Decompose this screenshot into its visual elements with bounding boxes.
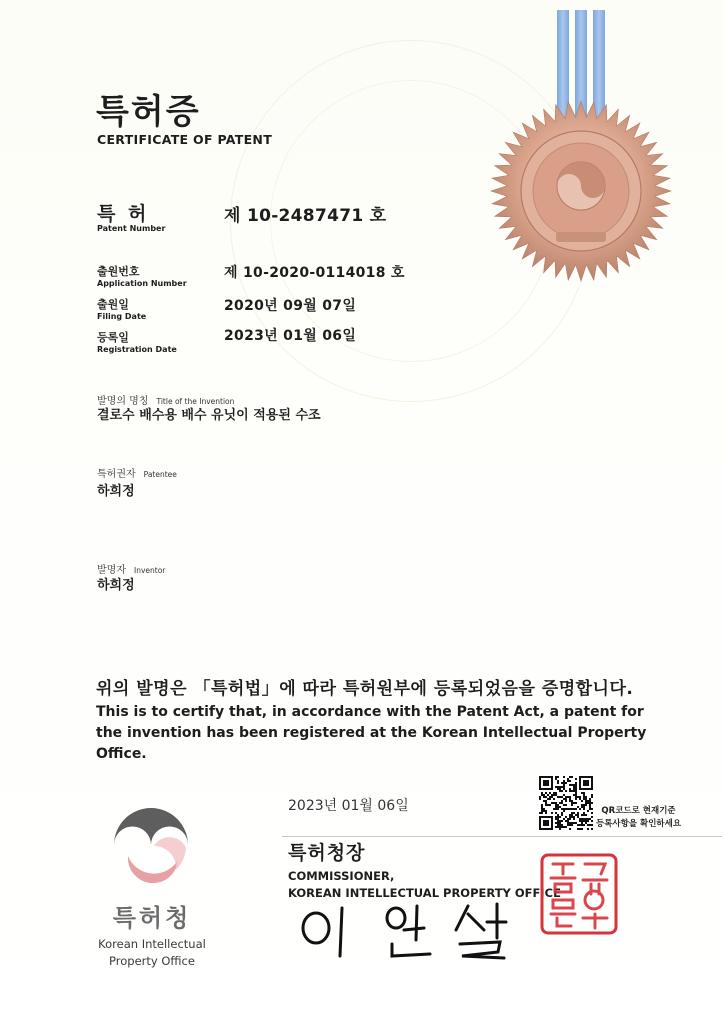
certificate-title: 특허증	[96, 92, 201, 132]
medal-seal-icon	[488, 98, 674, 284]
invention-title-value: 결로수 배수용 배수 유닛이 적용된 수조	[97, 408, 321, 423]
inventor-label-en: Inventor	[133, 566, 166, 575]
commissioner-signature	[292, 900, 522, 962]
commissioner-title-en	[288, 868, 561, 902]
qr-code-icon[interactable]	[539, 776, 593, 830]
kipo-name-ko: 특허청	[112, 904, 192, 932]
patentee-label-row	[97, 462, 177, 481]
commissioner-divider	[282, 836, 722, 837]
filing-date-label-en: Filing Date	[97, 312, 147, 321]
inventor-value: 하희정	[97, 578, 135, 593]
commissioner-title-en-line1: COMMISSIONER,	[288, 869, 395, 883]
issue-date: 2023년 01월 06일	[288, 798, 409, 814]
registration-date-label-en: Registration Date	[97, 345, 177, 354]
application-number-value: 제 10-2020-0114018 호	[224, 265, 405, 281]
application-number-label-en: Application Number	[97, 279, 187, 288]
registration-date-value: 2023년 01월 06일	[224, 328, 357, 344]
patent-number-label-en: Patent Number	[97, 224, 166, 233]
certificate-title-en: CERTIFICATE OF PATENT	[97, 132, 273, 147]
invention-label: 발명의 명칭	[97, 396, 149, 407]
patent-number-label: 특 허	[97, 203, 150, 225]
application-number-label: 출원번호	[97, 265, 140, 278]
certification-statement-ko: 위의 발명은 「특허법」에 따라 특허원부에 등록되었음을 증명합니다.	[96, 679, 634, 699]
qr-caption-line1: QR코드로 현재기준	[601, 806, 676, 816]
registration-date-label: 등록일	[97, 331, 129, 344]
official-stamp-seal	[539, 852, 619, 936]
kipo-name-en: Korean Intellectual Property Office	[98, 937, 206, 968]
patentee-label-en: Patentee	[143, 470, 177, 479]
kipo-taegeuk-logo-icon	[106, 800, 196, 890]
commissioner-title: 특허청장	[288, 842, 366, 864]
filing-date-label: 출원일	[97, 298, 129, 311]
filing-date-value: 2020년 09월 07일	[224, 298, 357, 314]
inventor-label: 발명자	[97, 565, 126, 576]
certification-statement-en: This is to certify that, in accordance with the Patent Act, a patent for the invention has been registered at the Korean Intellectual Property Office.	[96, 704, 647, 762]
invention-label-en: Title of the Invention	[156, 397, 235, 406]
commissioner-title-en-line2: KOREAN INTELLECTUAL PROPERTY OFFICE	[288, 886, 561, 900]
patentee-label: 특허권자	[97, 469, 136, 480]
qr-caption-line2: 등록사항을 확인하세요	[596, 819, 682, 829]
qr-caption	[596, 805, 681, 831]
patent-number-value: 제 10-2487471 호	[224, 206, 387, 226]
patentee-value: 하희정	[97, 484, 135, 499]
